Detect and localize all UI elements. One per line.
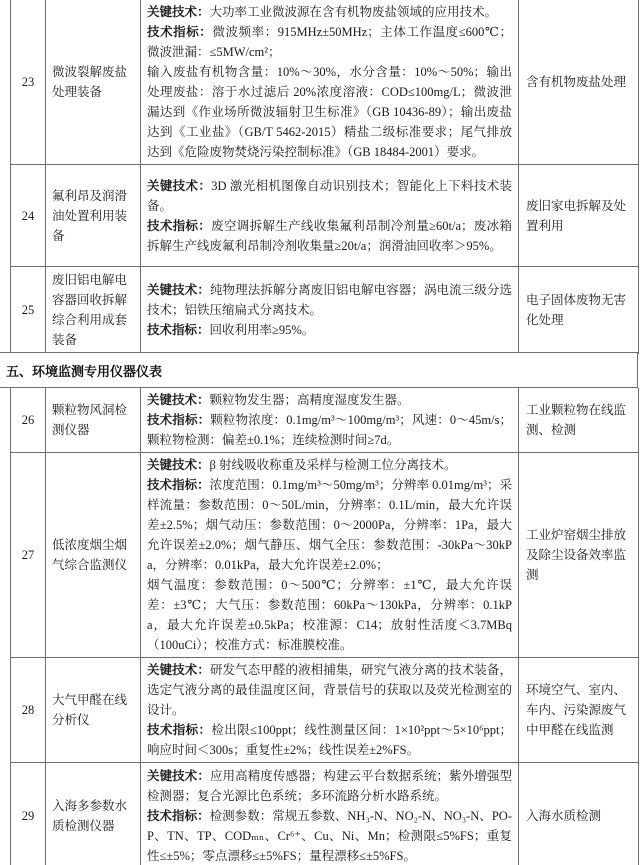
section-header [0,352,638,388]
table-row [11,763,639,865]
desc-text: 3D 激光相机图像自动识别技术；智能化上下料技术装备。 [147,178,512,213]
desc-paragraph [147,660,512,720]
desc-paragraph [147,390,512,410]
desc-label: 技术指标： [147,218,212,233]
equipment-name: 入海多参数水质检测仪器 [46,763,141,865]
desc-label: 关键技术： [147,769,210,783]
desc-paragraph [147,766,512,806]
desc-paragraph [147,216,512,256]
equipment-table-lower [10,388,639,865]
table-row [11,267,639,354]
desc-label: 技术指标： [147,478,210,492]
desc-paragraph [147,280,512,320]
desc-text: 颗粒物发生器；高精度湿度发生器。 [209,393,410,407]
desc-text: 输入废盐有机物含量：10%～30%，水分含量：10%～50%；输出处理废盐：溶于水过滤后 20%浓度溶液：COD≤100mg/L；微波泄漏达到《作业场所微波辐射卫生标准》（GB 10436-89）；输出废盐达到《工业盐》（GB/T 5462-2015）精盐二级标准要求；尾气排放达到《危险废物焚烧污染控制标准》（GB 18484-2001）要求。 [147,65,512,159]
desc-paragraph [147,176,512,216]
row-number: 23 [11,0,46,165]
equipment-name: 废旧铝电解电容器回收拆解综合利用成套装备 [46,267,141,354]
desc-text: 研发气态甲醛的液相捕集，研究气液分离的技术装备，选定气液分离的最佳温度区间，背景信号的获取以及荧光检测室的设计。 [147,663,512,717]
application-field: 环境空气、室内、车内、污染源废气中甲醛在线监测 [519,658,639,763]
desc-paragraph [147,22,512,62]
table-row [11,0,639,165]
row-number: 24 [11,165,46,267]
desc-paragraph [147,455,512,475]
equipment-description [141,0,519,165]
desc-paragraph [147,2,512,22]
equipment-description [141,453,519,658]
equipment-description [141,267,519,354]
row-number: 29 [11,763,46,865]
desc-text: 纯物理法拆解分离废旧铝电解电容器；涡电流三级分选技术；铝铁压缩扁式分离技术。 [147,283,512,318]
row-number: 28 [11,658,46,763]
desc-text: 烟气温度：参数范围：0～500℃；分辨率：±1℃，最大允许误差：±3℃；大气压：参数范围：60kPa～130kPa，分辨率：0.1kPa，最大允许误差±0.5kPa；校准源：C14；放射性活度＜3.7MBq（100uCi）；校准方式：标准膜校准。 [147,578,512,652]
equipment-description [141,658,519,763]
desc-text: 浓度范围：0.1mg/m³～50mg/m³；分辨率 0.01mg/m³；采样流量：参数范围：0～50L/min，分辨率：0.1L/min，最大允许误差±2.5%；烟气动压：参数范围：0～2000Pa，分辨率：1Pa，最大允许误差±2.0%；烟气静压、烟气全压：参数范围：-30kPa～30kPa，分辨率：0.01kPa，最大允许误差±2.0%； [147,478,512,572]
desc-text: 微波频率：915MHz±50MHz；主体工作温度≤600℃；微波泄漏：≤5MW/cm²； [147,25,512,59]
desc-label: 关键技术： [147,393,210,407]
desc-label: 关键技术： [147,5,210,19]
application-field: 工业炉窑烟尘排放及除尘设备效率监测 [519,453,639,658]
desc-label: 关键技术： [147,663,210,677]
desc-paragraph [147,475,512,575]
application-field: 工业颗粒物在线监测、检测 [519,388,639,453]
equipment-name: 低浓度烟尘烟气综合监测仪 [46,453,141,658]
equipment-description [141,763,519,865]
table-row [11,165,639,267]
desc-text: 回收利用率≥95%。 [209,323,315,338]
desc-paragraph [147,806,512,865]
equipment-name: 氟利昂及润滑油处置利用装备 [46,165,141,267]
desc-label: 技术指标： [147,723,212,737]
desc-paragraph [147,410,512,450]
desc-label: 技术指标： [147,809,210,823]
table-row [11,658,639,763]
equipment-description [141,388,519,453]
desc-text: 大功率工业微波源在含有机物废盐领域的应用技术。 [209,5,498,19]
equipment-description [141,165,519,267]
row-number: 27 [11,453,46,658]
desc-label: 关键技术： [147,458,210,472]
table-row [11,453,639,658]
desc-paragraph [147,320,512,340]
desc-label: 技术指标： [147,25,213,39]
desc-text: 颗粒物浓度：0.1mg/m³～100mg/m³；风速：0～45m/s；颗粒物检测：偏差±0.1%；连续检测时间≥7d。 [147,413,512,447]
application-field: 入海水质检测 [519,763,639,865]
application-field: 电子固体废物无害化处理 [519,267,639,354]
row-number: 26 [11,388,46,453]
table-row [11,388,639,453]
desc-paragraph [147,62,512,162]
desc-text: 检测参数：常规五参数、NH₃-N、NO₂-N、NO₃-N、PO-P、TN、TP、CODₘₙ、Cr⁶⁺、Cu、Ni、Mn；检测限≤5%FS；重复性≤±5%；零点漂移≤±5%FS；量程漂移≤±5%FS。 [147,809,512,863]
desc-text: 检出限≤100ppt；线性测量区间：1×10²ppt～5×10⁶ppt；响应时间＜300s；重复性±2%；线性误差±2%FS。 [147,723,512,757]
desc-label: 关键技术： [147,283,210,298]
equipment-name: 微波裂解废盐处理装备 [46,0,141,165]
desc-paragraph [147,575,512,655]
application-field: 废旧家电拆解及处置利用 [519,165,639,267]
desc-text: 应用高精度传感器；构建云平台数据系统；紫外增强型检测器；复合光源比色系统；多环流路分析水路系统。 [147,769,512,803]
desc-label: 技术指标： [147,323,210,338]
equipment-table-upper [10,0,639,354]
equipment-name: 大气甲醛在线分析仪 [46,658,141,763]
desc-text: β 射线吸收称重及采样与检测工位分离技术。 [209,458,457,472]
equipment-name: 颗粒物风洞检测仪器 [46,388,141,453]
desc-label: 技术指标： [147,413,211,427]
application-field: 含有机物废盐处理 [519,0,639,165]
desc-text: 废空调拆解生产线收集氟利昂制冷剂量≥60t/a；废冰箱拆解生产线废氟利昂制冷剂收集量≥20t/a；润滑油回收率＞95%。 [147,218,512,253]
desc-paragraph [147,720,512,760]
row-number: 25 [11,267,46,354]
section-title: 五、环境监测专用仪器仪表 [6,363,163,379]
desc-label: 关键技术： [147,178,212,193]
